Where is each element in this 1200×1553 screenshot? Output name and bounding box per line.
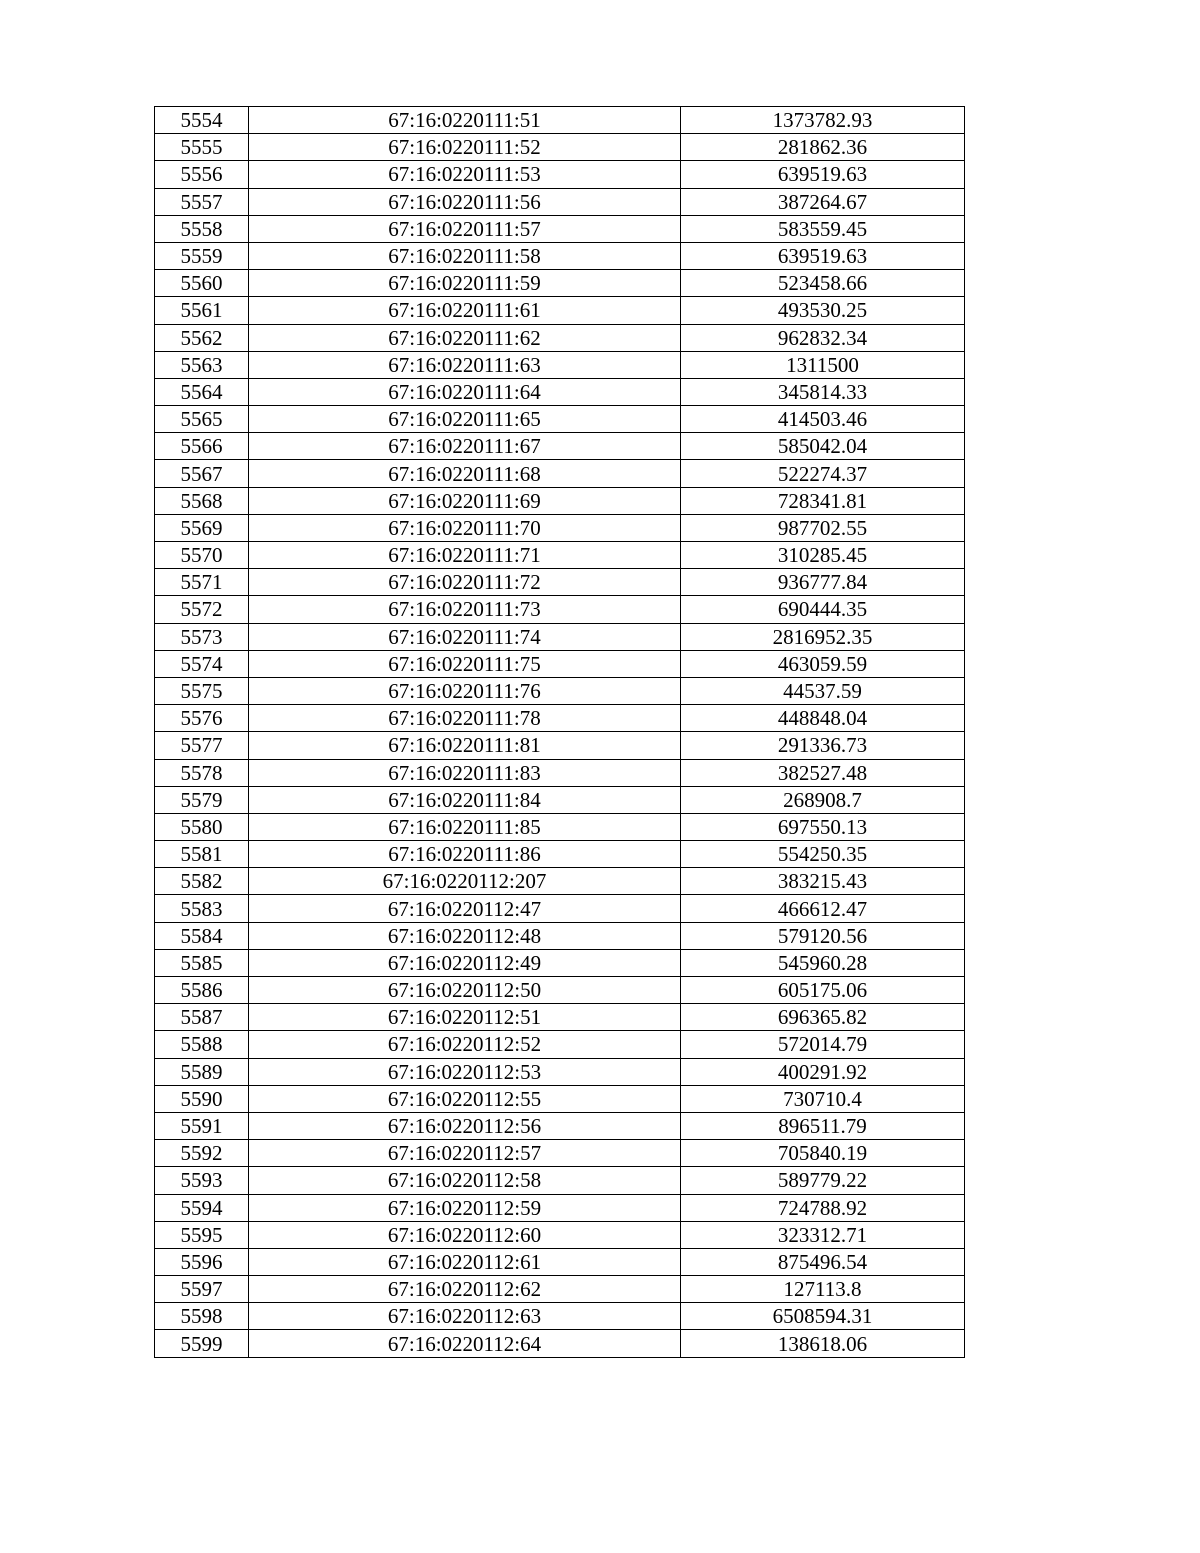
table-row (155, 1085, 965, 1112)
cadastral-number-cell: 67:16:0220112:207 (249, 868, 681, 895)
cadastral-number-cell: 67:16:0220112:47 (249, 895, 681, 922)
cadastral-number-cell: 67:16:0220112:57 (249, 1140, 681, 1167)
value-cell: 387264.67 (681, 188, 965, 215)
row-number-cell: 5596 (155, 1248, 249, 1275)
table-row (155, 1004, 965, 1031)
value-cell: 585042.04 (681, 433, 965, 460)
row-number-cell: 5587 (155, 1004, 249, 1031)
table-row (155, 351, 965, 378)
cadastral-number-cell: 67:16:0220112:49 (249, 949, 681, 976)
row-number-cell: 5597 (155, 1276, 249, 1303)
value-cell: 268908.7 (681, 786, 965, 813)
table-row (155, 514, 965, 541)
cadastral-number-cell: 67:16:0220111:61 (249, 297, 681, 324)
table-row (155, 1167, 965, 1194)
table-row (155, 487, 965, 514)
row-number-cell: 5588 (155, 1031, 249, 1058)
value-cell: 2816952.35 (681, 623, 965, 650)
row-number-cell: 5577 (155, 732, 249, 759)
value-cell: 383215.43 (681, 868, 965, 895)
row-number-cell: 5599 (155, 1330, 249, 1357)
value-cell: 6508594.31 (681, 1303, 965, 1330)
row-number-cell: 5567 (155, 460, 249, 487)
value-cell: 493530.25 (681, 297, 965, 324)
table-row (155, 270, 965, 297)
row-number-cell: 5585 (155, 949, 249, 976)
value-cell: 589779.22 (681, 1167, 965, 1194)
value-cell: 690444.35 (681, 596, 965, 623)
cadastral-number-cell: 67:16:0220111:67 (249, 433, 681, 460)
row-number-cell: 5566 (155, 433, 249, 460)
cadastral-number-cell: 67:16:0220111:72 (249, 569, 681, 596)
row-number-cell: 5561 (155, 297, 249, 324)
table-row (155, 650, 965, 677)
table-row (155, 569, 965, 596)
table-row (155, 1221, 965, 1248)
value-cell: 875496.54 (681, 1248, 965, 1275)
cadastral-number-cell: 67:16:0220112:52 (249, 1031, 681, 1058)
value-cell: 345814.33 (681, 378, 965, 405)
value-cell: 697550.13 (681, 813, 965, 840)
table-row (155, 1058, 965, 1085)
cadastral-number-cell: 67:16:0220112:59 (249, 1194, 681, 1221)
table-row (155, 215, 965, 242)
value-cell: 896511.79 (681, 1112, 965, 1139)
value-cell: 639519.63 (681, 161, 965, 188)
row-number-cell: 5586 (155, 977, 249, 1004)
table-row (155, 596, 965, 623)
row-number-cell: 5573 (155, 623, 249, 650)
value-cell: 466612.47 (681, 895, 965, 922)
row-number-cell: 5563 (155, 351, 249, 378)
row-number-cell: 5580 (155, 813, 249, 840)
value-cell: 936777.84 (681, 569, 965, 596)
cadastral-number-cell: 67:16:0220111:68 (249, 460, 681, 487)
table-row (155, 705, 965, 732)
value-cell: 281862.36 (681, 134, 965, 161)
cadastral-number-cell: 67:16:0220111:83 (249, 759, 681, 786)
row-number-cell: 5556 (155, 161, 249, 188)
row-number-cell: 5593 (155, 1167, 249, 1194)
cadastral-number-cell: 67:16:0220111:85 (249, 813, 681, 840)
row-number-cell: 5594 (155, 1194, 249, 1221)
value-cell: 382527.48 (681, 759, 965, 786)
value-cell: 728341.81 (681, 487, 965, 514)
table-row (155, 134, 965, 161)
table-row (155, 895, 965, 922)
cadastral-number-cell: 67:16:0220112:56 (249, 1112, 681, 1139)
row-number-cell: 5581 (155, 841, 249, 868)
table-row (155, 813, 965, 840)
cadastral-number-cell: 67:16:0220111:63 (249, 351, 681, 378)
table-row (155, 378, 965, 405)
table-row (155, 188, 965, 215)
table-row (155, 1330, 965, 1357)
cadastral-number-cell: 67:16:0220112:62 (249, 1276, 681, 1303)
cadastral-number-cell: 67:16:0220111:74 (249, 623, 681, 650)
value-cell: 554250.35 (681, 841, 965, 868)
row-number-cell: 5557 (155, 188, 249, 215)
row-number-cell: 5582 (155, 868, 249, 895)
cadastral-number-cell: 67:16:0220111:51 (249, 107, 681, 134)
data-table (154, 106, 965, 1358)
row-number-cell: 5578 (155, 759, 249, 786)
row-number-cell: 5598 (155, 1303, 249, 1330)
value-cell: 44537.59 (681, 677, 965, 704)
value-cell: 572014.79 (681, 1031, 965, 1058)
table-row (155, 161, 965, 188)
row-number-cell: 5564 (155, 378, 249, 405)
row-number-cell: 5562 (155, 324, 249, 351)
cadastral-number-cell: 67:16:0220111:58 (249, 242, 681, 269)
cadastral-number-cell: 67:16:0220111:69 (249, 487, 681, 514)
cadastral-number-cell: 67:16:0220111:78 (249, 705, 681, 732)
value-cell: 400291.92 (681, 1058, 965, 1085)
table-row (155, 949, 965, 976)
cadastral-number-cell: 67:16:0220112:50 (249, 977, 681, 1004)
table-row (155, 1303, 965, 1330)
row-number-cell: 5554 (155, 107, 249, 134)
value-cell: 291336.73 (681, 732, 965, 759)
row-number-cell: 5595 (155, 1221, 249, 1248)
value-cell: 545960.28 (681, 949, 965, 976)
row-number-cell: 5584 (155, 922, 249, 949)
cadastral-number-cell: 67:16:0220112:53 (249, 1058, 681, 1085)
value-cell: 705840.19 (681, 1140, 965, 1167)
table-row (155, 677, 965, 704)
cadastral-number-cell: 67:16:0220112:48 (249, 922, 681, 949)
value-cell: 310285.45 (681, 542, 965, 569)
table-row (155, 1140, 965, 1167)
table-row (155, 107, 965, 134)
row-number-cell: 5560 (155, 270, 249, 297)
value-cell: 414503.46 (681, 406, 965, 433)
cadastral-number-cell: 67:16:0220112:64 (249, 1330, 681, 1357)
row-number-cell: 5591 (155, 1112, 249, 1139)
cadastral-number-cell: 67:16:0220112:58 (249, 1167, 681, 1194)
value-cell: 724788.92 (681, 1194, 965, 1221)
row-number-cell: 5571 (155, 569, 249, 596)
value-cell: 138618.06 (681, 1330, 965, 1357)
table-row (155, 1112, 965, 1139)
cadastral-number-cell: 67:16:0220111:56 (249, 188, 681, 215)
table-row (155, 786, 965, 813)
row-number-cell: 5559 (155, 242, 249, 269)
table-row (155, 1031, 965, 1058)
cadastral-number-cell: 67:16:0220111:86 (249, 841, 681, 868)
value-cell: 579120.56 (681, 922, 965, 949)
table-row (155, 1194, 965, 1221)
row-number-cell: 5558 (155, 215, 249, 242)
cadastral-number-cell: 67:16:0220111:57 (249, 215, 681, 242)
cadastral-number-cell: 67:16:0220111:71 (249, 542, 681, 569)
table-row (155, 623, 965, 650)
cadastral-number-cell: 67:16:0220111:76 (249, 677, 681, 704)
row-number-cell: 5565 (155, 406, 249, 433)
table-row (155, 759, 965, 786)
value-cell: 463059.59 (681, 650, 965, 677)
cadastral-number-cell: 67:16:0220112:60 (249, 1221, 681, 1248)
value-cell: 127113.8 (681, 1276, 965, 1303)
cadastral-number-cell: 67:16:0220111:52 (249, 134, 681, 161)
row-number-cell: 5574 (155, 650, 249, 677)
cadastral-number-cell: 67:16:0220111:84 (249, 786, 681, 813)
cadastral-number-cell: 67:16:0220112:51 (249, 1004, 681, 1031)
table-row (155, 460, 965, 487)
row-number-cell: 5589 (155, 1058, 249, 1085)
value-cell: 962832.34 (681, 324, 965, 351)
table-row (155, 242, 965, 269)
row-number-cell: 5576 (155, 705, 249, 732)
row-number-cell: 5570 (155, 542, 249, 569)
value-cell: 1373782.93 (681, 107, 965, 134)
row-number-cell: 5575 (155, 677, 249, 704)
table-body (155, 107, 965, 1358)
cadastral-number-cell: 67:16:0220111:65 (249, 406, 681, 433)
row-number-cell: 5569 (155, 514, 249, 541)
row-number-cell: 5572 (155, 596, 249, 623)
cadastral-number-cell: 67:16:0220111:81 (249, 732, 681, 759)
table-row (155, 922, 965, 949)
value-cell: 323312.71 (681, 1221, 965, 1248)
cadastral-number-cell: 67:16:0220112:63 (249, 1303, 681, 1330)
table-row (155, 324, 965, 351)
cadastral-number-cell: 67:16:0220111:73 (249, 596, 681, 623)
table-row (155, 433, 965, 460)
value-cell: 696365.82 (681, 1004, 965, 1031)
table-row (155, 297, 965, 324)
cadastral-number-cell: 67:16:0220111:62 (249, 324, 681, 351)
value-cell: 523458.66 (681, 270, 965, 297)
row-number-cell: 5583 (155, 895, 249, 922)
cadastral-number-cell: 67:16:0220111:70 (249, 514, 681, 541)
value-cell: 605175.06 (681, 977, 965, 1004)
cadastral-number-cell: 67:16:0220111:64 (249, 378, 681, 405)
value-cell: 987702.55 (681, 514, 965, 541)
table-row (155, 977, 965, 1004)
cadastral-number-cell: 67:16:0220111:53 (249, 161, 681, 188)
table-row (155, 868, 965, 895)
value-cell: 448848.04 (681, 705, 965, 732)
row-number-cell: 5555 (155, 134, 249, 161)
value-cell: 522274.37 (681, 460, 965, 487)
table-row (155, 406, 965, 433)
cadastral-number-cell: 67:16:0220112:55 (249, 1085, 681, 1112)
table-row (155, 1276, 965, 1303)
row-number-cell: 5568 (155, 487, 249, 514)
table-row (155, 732, 965, 759)
cadastral-number-cell: 67:16:0220112:61 (249, 1248, 681, 1275)
value-cell: 583559.45 (681, 215, 965, 242)
value-cell: 730710.4 (681, 1085, 965, 1112)
table-row (155, 841, 965, 868)
row-number-cell: 5590 (155, 1085, 249, 1112)
value-cell: 1311500 (681, 351, 965, 378)
value-cell: 639519.63 (681, 242, 965, 269)
cadastral-number-cell: 67:16:0220111:75 (249, 650, 681, 677)
cadastral-number-cell: 67:16:0220111:59 (249, 270, 681, 297)
row-number-cell: 5579 (155, 786, 249, 813)
table-row (155, 542, 965, 569)
row-number-cell: 5592 (155, 1140, 249, 1167)
table-row (155, 1248, 965, 1275)
